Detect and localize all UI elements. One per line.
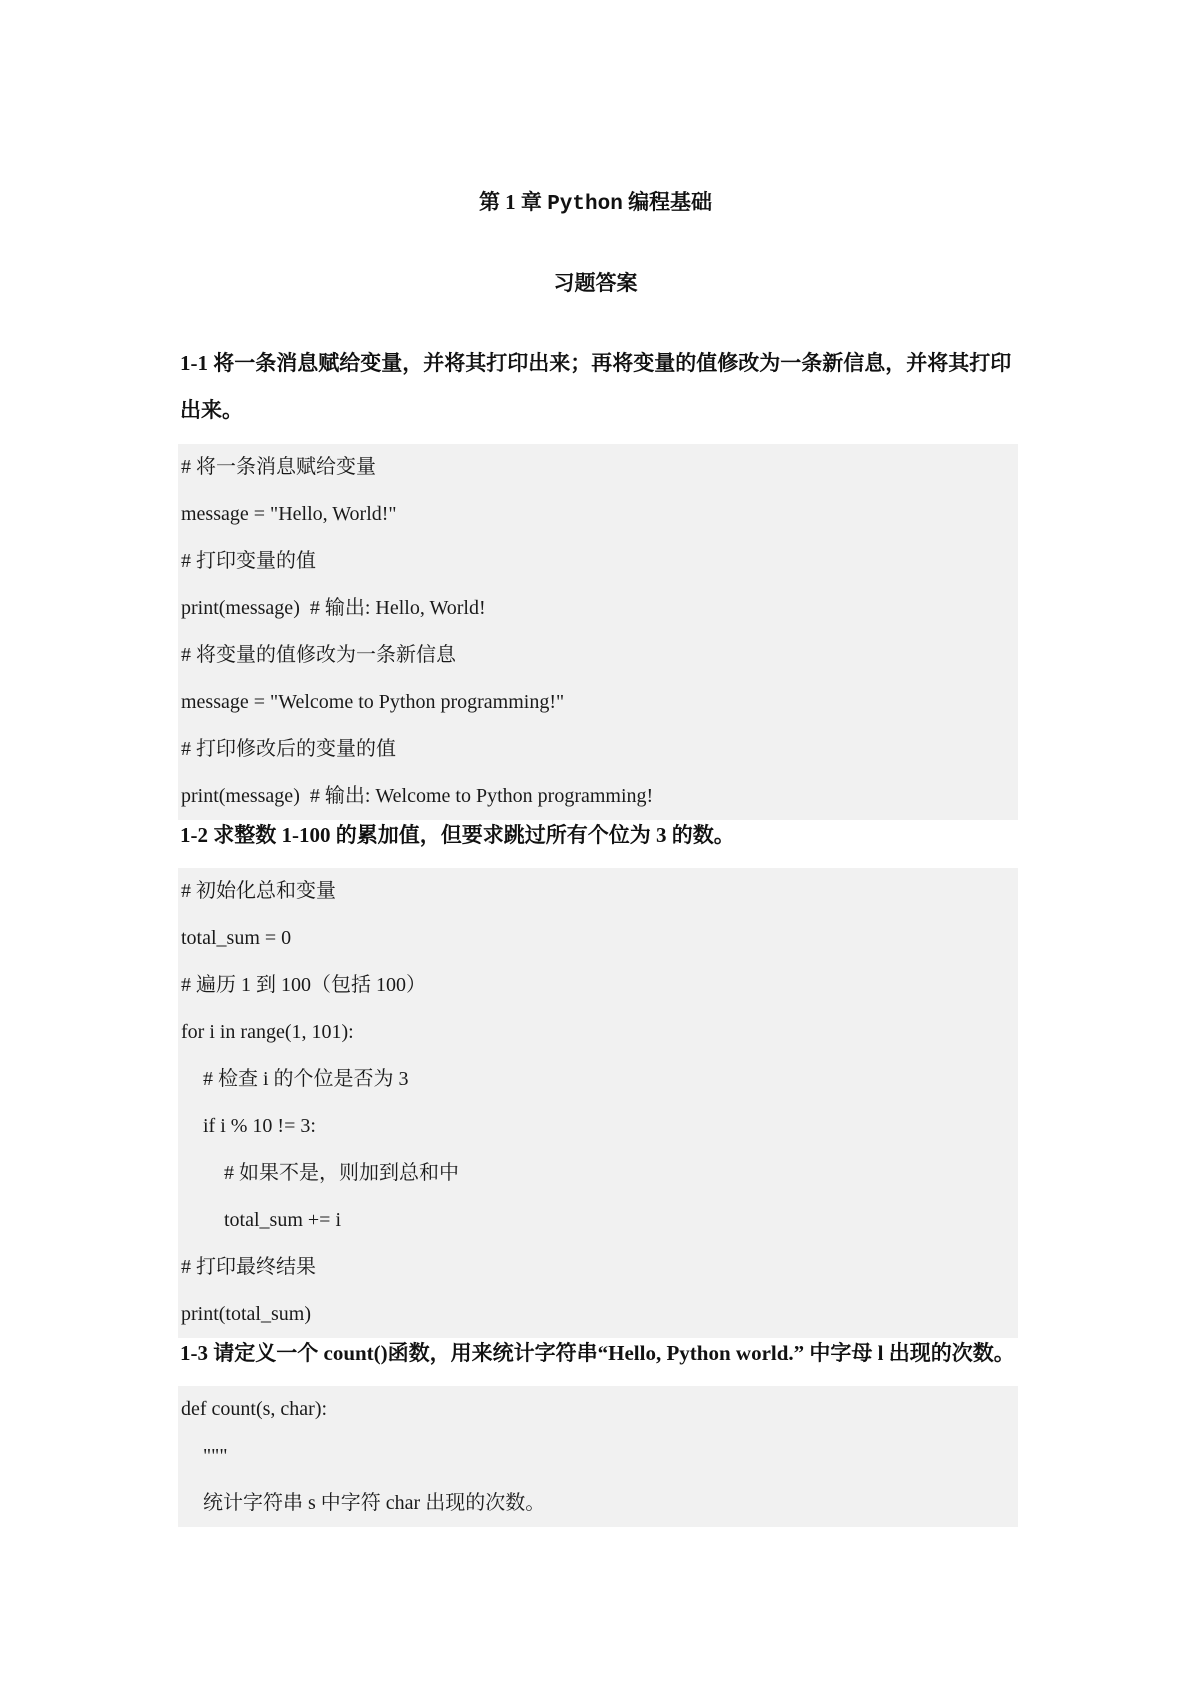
code-line: for i in range(1, 101): [181, 1021, 354, 1043]
code-line: print(message) # 输出: Hello, World! [181, 597, 486, 619]
code-line: message = "Hello, World!" [181, 503, 397, 525]
code-line: if i % 10 != 3: [203, 1115, 316, 1137]
chapter-title-suffix: 编程基础 [622, 190, 713, 214]
code-line: # 打印修改后的变量的值 [181, 738, 396, 760]
code-line: # 遍历 1 到 100（包括 100） [181, 974, 426, 996]
question-1-2: 1-2 求整数 1-100 的累加值，但要求跳过所有个位为 3 的数。 [180, 823, 735, 847]
code-line: total_sum = 0 [181, 927, 292, 949]
code-line: total_sum += i [224, 1209, 342, 1231]
code-line: # 如果不是，则加到总和中 [224, 1162, 459, 1184]
section-subtitle: 习题答案 [553, 271, 638, 295]
code-line: # 初始化总和变量 [181, 880, 336, 902]
code-block-1-3 [178, 1386, 1018, 1527]
code-block-1-2 [178, 868, 1018, 1338]
code-line: print(total_sum) [181, 1303, 311, 1325]
chapter-title-prefix: 第 1 章 [478, 190, 548, 214]
code-line: # 将变量的值修改为一条新信息 [181, 644, 456, 666]
code-line: """ [203, 1445, 228, 1467]
code-line: print(message) # 输出: Welcome to Python programming! [181, 785, 654, 807]
code-line: 统计字符串 s 中字符 char 出现的次数。 [203, 1492, 546, 1514]
chapter-title [0, 186, 1191, 216]
code-line: # 打印变量的值 [181, 550, 316, 572]
chapter-title-python: Python [547, 193, 623, 216]
code-line: # 打印最终结果 [181, 1256, 316, 1278]
code-line: # 检查 i 的个位是否为 3 [203, 1068, 409, 1090]
question-1-1: 1-1 将一条消息赋给变量，并将其打印出来；再将变量的值修改为一条新信息，并将其打印出来。 [180, 351, 1012, 422]
code-line: # 将一条消息赋给变量 [181, 456, 376, 478]
code-block-1-1 [178, 444, 1018, 820]
code-line: message = "Welcome to Python programming!" [181, 691, 565, 713]
code-line: def count(s, char): [181, 1398, 328, 1420]
question-1-3: 1-3 请定义一个 count()函数，用来统计字符串“Hello, Python world.” 中字母 l 出现的次数。 [180, 1341, 1015, 1365]
